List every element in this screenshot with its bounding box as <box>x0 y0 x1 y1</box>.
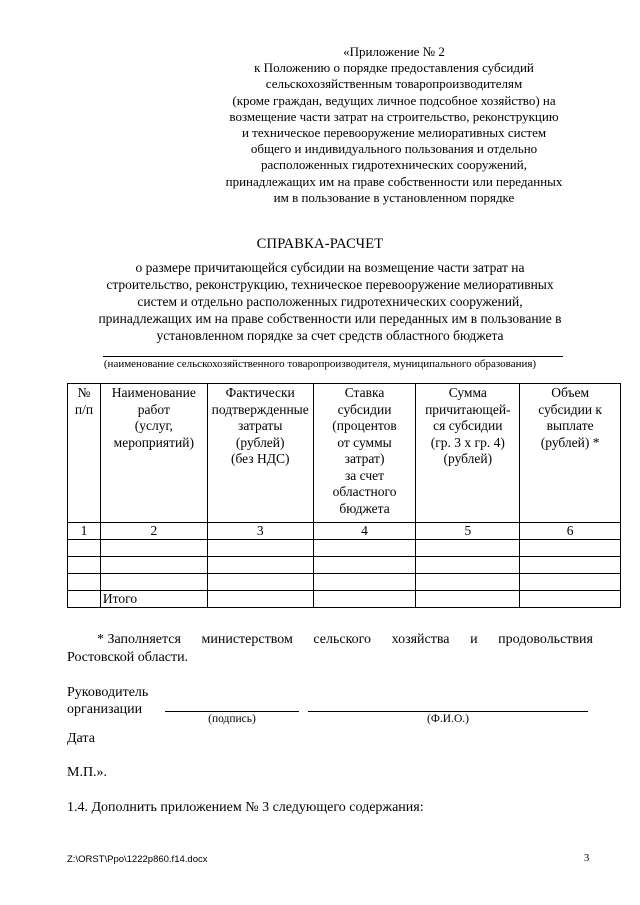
stamp-label: М.П.». <box>67 765 108 780</box>
header-number: № п/п <box>68 384 101 523</box>
subtitle-line: систем и отдельно расположенных гидротехнических сооружений, <box>137 294 523 309</box>
amendment-text: 1.4. Дополнить приложением № 3 следующего содержания: <box>67 800 424 815</box>
table-cell <box>313 540 416 557</box>
subtitle-line: установленном порядке за счет средств областного бюджета <box>156 328 504 343</box>
column-number: 5 <box>416 523 520 540</box>
document-title: СПРАВКА-РАСЧЕТ <box>256 236 384 252</box>
appendix-line: (кроме граждан, ведущих личное подсобное хозяйство) на <box>232 92 556 108</box>
table-cell <box>68 557 101 574</box>
table-cell <box>207 574 313 591</box>
full-name-caption: (Ф.И.О.) <box>427 713 469 725</box>
footer-file-path: Z:\ORST\Ppo\1222p860.f14.docx <box>67 854 208 865</box>
signature-line <box>165 711 299 712</box>
total-label: Итого <box>100 591 207 608</box>
date-label: Дата <box>67 731 95 746</box>
page-number: 3 <box>584 853 590 864</box>
table-cell <box>68 574 101 591</box>
producer-name-caption: (наименование сельскохозяйственного товаропроизводителя, муниципального образования) <box>103 358 537 370</box>
table-cell <box>416 591 520 608</box>
subtitle-line: о размере причитающейся субсидии на возмещение части затрат на <box>135 260 525 275</box>
column-number: 1 <box>68 523 101 540</box>
table-row <box>68 540 621 557</box>
table-cell <box>416 574 520 591</box>
appendix-line: и техническое перевооружение мелиоративных систем <box>241 125 547 141</box>
table-cell <box>520 557 621 574</box>
table-header-row <box>68 384 621 523</box>
subsidy-calculation-table <box>67 383 621 608</box>
table-cell <box>520 574 621 591</box>
table-cell <box>313 557 416 574</box>
header-payout-volume: Объем субсидии к выплате (рублей) * <box>520 384 621 523</box>
table-row <box>68 574 621 591</box>
footnote <box>67 631 593 667</box>
footnote-line-2: Ростовской области. <box>67 650 189 665</box>
document-subtitle <box>60 259 600 344</box>
footnote-line-1: * Заполняется министерством сельского хозяйства и продовольствия <box>97 632 593 647</box>
signer-label: Руководитель организации <box>67 685 149 717</box>
appendix-line: принадлежащих им на праве собственности или переданных <box>225 173 563 189</box>
table-cell <box>68 591 101 608</box>
subtitle-line: принадлежащих им на праве собственности или переданных им в пользование в <box>98 311 562 326</box>
appendix-line: общего и индивидуального пользования и отдельно <box>250 141 538 157</box>
column-number-row <box>68 523 621 540</box>
table-cell <box>207 591 313 608</box>
header-subsidy-rate: Ставка субсидии (процентов от суммы затрат) за счет областного бюджета <box>313 384 416 523</box>
table-cell <box>416 540 520 557</box>
column-number: 2 <box>100 523 207 540</box>
column-number: 3 <box>207 523 313 540</box>
appendix-line: к Положению о порядке предоставления субсидий <box>254 60 534 76</box>
table-cell <box>100 557 207 574</box>
appendix-line: возмещение части затрат на строительство, реконструкцию <box>229 108 559 124</box>
appendix-line: расположенных гидротехнических сооружений, <box>261 157 527 173</box>
column-number: 6 <box>520 523 621 540</box>
appendix-line: «Приложение № 2 <box>343 44 445 59</box>
header-subsidy-amount: Сумма причитающей- ся субсидии (гр. 3 х гр. 4) (рублей) <box>416 384 520 523</box>
table-cell <box>100 540 207 557</box>
producer-name-line <box>103 356 563 357</box>
appendix-line: им в пользование в установленном порядке <box>273 189 515 205</box>
signature-caption: (подпись) <box>208 713 256 725</box>
table-cell <box>313 574 416 591</box>
header-work-name: Наименование работ (услуг, мероприятий) <box>100 384 207 523</box>
full-name-line <box>308 711 588 712</box>
table-total-row <box>68 591 621 608</box>
appendix-header <box>200 44 588 206</box>
table-cell <box>100 574 207 591</box>
subtitle-line: строительство, реконструкцию, техническое перевооружение мелиоративных <box>106 277 554 292</box>
table-cell <box>416 557 520 574</box>
header-actual-costs: Фактически подтвержденные затраты (рублей) (без НДС) <box>207 384 313 523</box>
table-cell <box>520 540 621 557</box>
table-cell <box>520 591 621 608</box>
column-number: 4 <box>313 523 416 540</box>
table-cell <box>207 557 313 574</box>
table-cell <box>68 540 101 557</box>
table-cell <box>313 591 416 608</box>
table-row <box>68 557 621 574</box>
table-cell <box>207 540 313 557</box>
appendix-line: сельскохозяйственным товаропроизводителям <box>265 76 523 92</box>
